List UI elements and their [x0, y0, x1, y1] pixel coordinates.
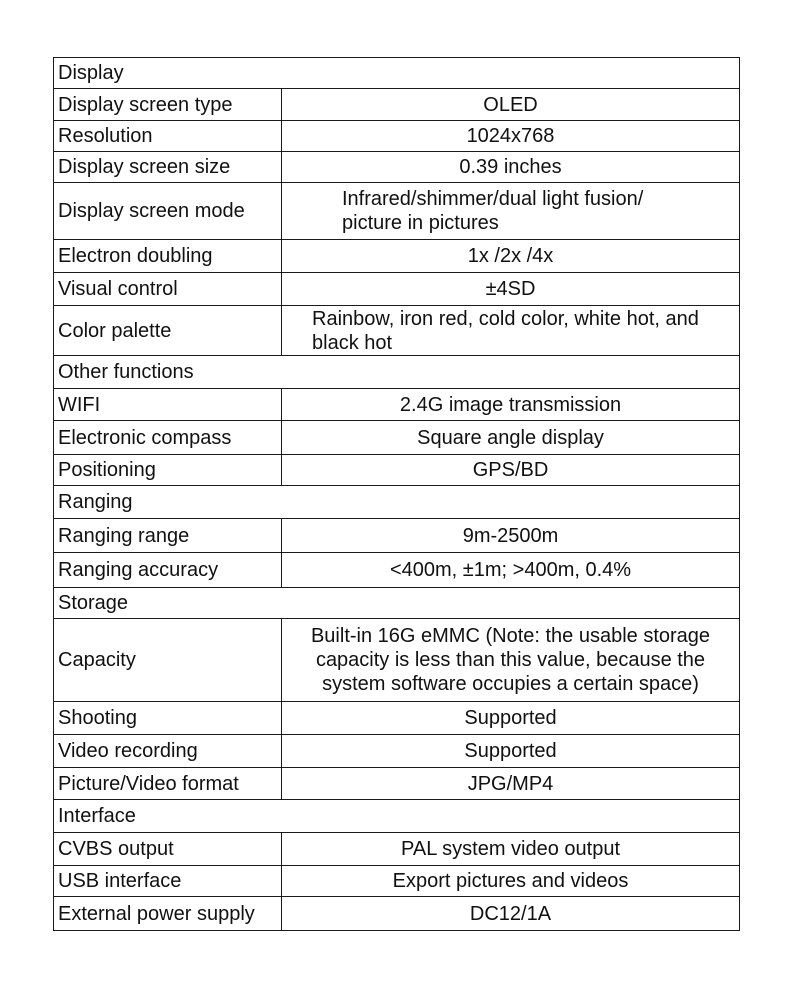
table-row — [54, 421, 740, 455]
table-row — [54, 619, 740, 702]
spec-value: Built-in 16G eMMC (Note: the usable storage capacity is less than this value, because the system software occupies a certain space) — [282, 619, 740, 702]
spec-value: 0.39 inches — [282, 152, 740, 183]
table-row — [54, 183, 740, 240]
spec-value: Supported — [282, 702, 740, 735]
spec-label: External power supply — [54, 897, 282, 931]
table-row — [54, 897, 740, 931]
section-row-storage — [54, 588, 740, 619]
table-row — [54, 240, 740, 273]
spec-value: 9m-2500m — [282, 519, 740, 553]
spec-label: WIFI — [54, 389, 282, 421]
spec-value: Export pictures and videos — [282, 866, 740, 897]
spec-label: Display screen mode — [54, 183, 282, 240]
spec-value: Infrared/shimmer/dual light fusion/ picture in pictures — [282, 183, 740, 240]
spec-label: Capacity — [54, 619, 282, 702]
spec-value: 1024x768 — [282, 121, 740, 152]
spec-value: PAL system video output — [282, 833, 740, 866]
spec-value: 1x /2x /4x — [282, 240, 740, 273]
table-row — [54, 833, 740, 866]
spec-label: Ranging range — [54, 519, 282, 553]
spec-label: Display screen size — [54, 152, 282, 183]
spec-label: Shooting — [54, 702, 282, 735]
spec-label: Display screen type — [54, 89, 282, 121]
table-row — [54, 553, 740, 588]
spec-label: Electron doubling — [54, 240, 282, 273]
spec-value: 2.4G image transmission — [282, 389, 740, 421]
table-row — [54, 273, 740, 306]
table-row — [54, 735, 740, 768]
spec-label: Picture/Video format — [54, 768, 282, 800]
section-title: Display — [54, 58, 740, 89]
spec-value: OLED — [282, 89, 740, 121]
section-row-display — [54, 58, 740, 89]
table-row — [54, 519, 740, 553]
spec-label: Color palette — [54, 306, 282, 356]
section-row-interface — [54, 800, 740, 833]
spec-table — [53, 57, 740, 931]
table-row — [54, 152, 740, 183]
spec-label: USB interface — [54, 866, 282, 897]
section-title: Storage — [54, 588, 740, 619]
table-row — [54, 389, 740, 421]
table-row — [54, 866, 740, 897]
section-row-ranging — [54, 486, 740, 519]
spec-value: Rainbow, iron red, cold color, white hot, and black hot — [282, 306, 740, 356]
spec-value: Square angle display — [282, 421, 740, 455]
spec-label: Positioning — [54, 455, 282, 486]
spec-value: DC12/1A — [282, 897, 740, 931]
table-row — [54, 89, 740, 121]
spec-label: CVBS output — [54, 833, 282, 866]
spec-label: Ranging accuracy — [54, 553, 282, 588]
table-row — [54, 455, 740, 486]
spec-value: ±4SD — [282, 273, 740, 306]
spec-value: JPG/MP4 — [282, 768, 740, 800]
spec-label: Resolution — [54, 121, 282, 152]
spec-value: <400m, ±1m; >400m, 0.4% — [282, 553, 740, 588]
table-row — [54, 702, 740, 735]
table-row — [54, 306, 740, 356]
spec-label: Electronic compass — [54, 421, 282, 455]
section-title: Interface — [54, 800, 740, 833]
spec-label: Video recording — [54, 735, 282, 768]
spec-label: Visual control — [54, 273, 282, 306]
table-row — [54, 768, 740, 800]
spec-value: Supported — [282, 735, 740, 768]
section-row-other-functions — [54, 356, 740, 389]
section-title: Ranging — [54, 486, 740, 519]
table-row — [54, 121, 740, 152]
section-title: Other functions — [54, 356, 740, 389]
spec-value: GPS/BD — [282, 455, 740, 486]
